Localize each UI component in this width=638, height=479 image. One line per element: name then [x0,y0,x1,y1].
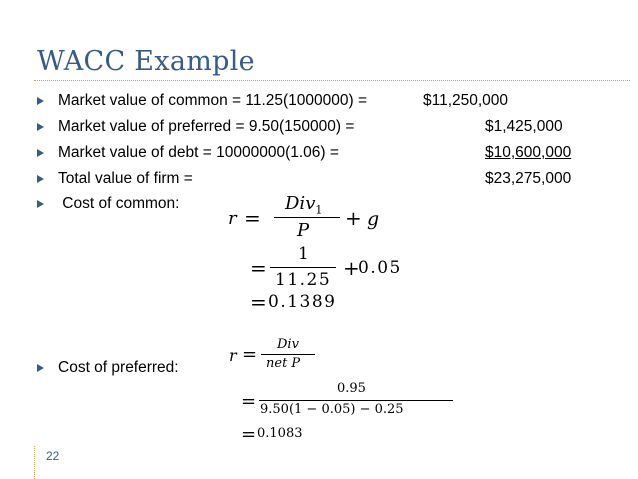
bullet-label: Market value of debt = 10000000(1.06) = [58,144,339,161]
bullet-arrow-icon [37,97,44,105]
formula-numerator: 1 [298,244,309,264]
formula-denominator: 9.50(1 − 0.05) − 0.25 [260,402,404,417]
bullet-arrow-icon [37,200,44,208]
formula-plus: + [345,206,362,230]
bullet-arrow-icon [37,123,44,131]
formula-numerator: Div [277,337,299,352]
formula-equals: = [250,256,267,280]
fraction-bar [270,267,336,268]
page-number: 22 [46,449,60,463]
formula-denominator: net P [266,356,301,371]
bullet-label: Total value of firm = [58,170,193,187]
formula-result: 0.1389 [268,292,337,312]
bullet-value: $11,250,000 [423,92,509,109]
bullet-arrow-icon [37,364,44,372]
formula-denominator: P [297,220,310,241]
bullet-arrow-icon [37,149,44,157]
fraction-bar [259,400,453,401]
formula-result: 0.1083 [257,426,303,441]
fraction-bar [274,217,340,218]
formula-equals: = [241,424,257,445]
bullet-arrow-icon [37,175,44,183]
formula-numerator: 0.95 [337,381,366,396]
formula-growth: 0.05 [358,258,402,278]
formula-equals: = [241,391,257,412]
formula-numerator: Div$_1$ [285,193,323,217]
formula-equals: = [242,344,258,365]
bullet-label: Cost of common: [58,195,180,212]
formula-equals: = [244,206,261,230]
title-divider [34,80,630,81]
bullet-value: $23,275,000 [485,170,572,187]
bullet-value: $1,425,000 [485,118,563,135]
footer-divider [34,446,35,479]
formula-r: r [228,208,237,229]
bullet-label: Market value of preferred = 9.50(150000) = [58,118,355,135]
formula-g: g [367,208,380,230]
formula-denominator: 11.25 [275,270,332,290]
fraction-bar [261,354,315,355]
bullet-label: Cost of preferred: [58,359,179,376]
formula-equals: = [250,290,267,314]
bullet-value: $10,600,000 [485,144,572,161]
bullet-label: Market value of common = 11.25(1000000) = [58,92,368,109]
formula-plus: + [343,256,360,280]
slide-title: WACC Example [37,46,255,77]
formula-r: r [229,346,237,365]
